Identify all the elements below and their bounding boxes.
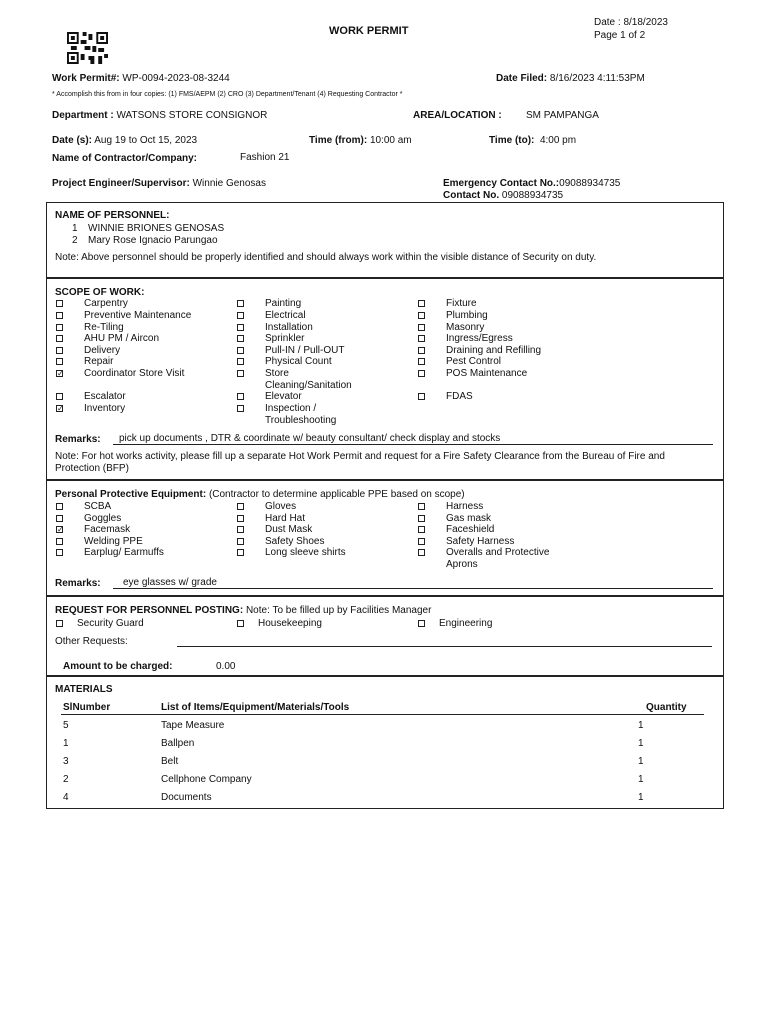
checkbox-label: Safety Shoes — [265, 536, 325, 547]
checkbox[interactable] — [418, 393, 425, 400]
checkbox-label: Dust Mask — [265, 524, 313, 535]
material-quantity: 1 — [638, 756, 644, 767]
material-number: 2 — [63, 774, 69, 785]
checkbox-label: Hard Hat — [265, 513, 306, 524]
scope-heading: SCOPE OF WORK: — [55, 287, 145, 298]
checkbox-label: Delivery — [84, 345, 121, 356]
checkbox[interactable] — [56, 503, 63, 510]
checkbox[interactable] — [418, 620, 425, 627]
checkbox[interactable] — [56, 347, 63, 354]
time-from: Time (from): 10:00 am — [309, 135, 412, 146]
checkbox[interactable] — [418, 347, 425, 354]
checkbox-label: AHU PM / Aircon — [84, 333, 160, 344]
checkbox[interactable] — [237, 347, 244, 354]
checkbox-label: Carpentry — [84, 298, 128, 309]
project-engineer: Project Engineer/Supervisor: Winnie Genosas — [52, 178, 266, 189]
page-title: WORK PERMIT — [329, 25, 409, 37]
checkbox-label: Escalator — [84, 391, 126, 402]
checkbox-label: Pull-IN / Pull-OUT — [265, 345, 345, 356]
time-to: Time (to): 4:00 pm — [489, 135, 577, 146]
checkbox[interactable] — [56, 620, 63, 627]
amount-value: 0.00 — [216, 661, 236, 672]
personnel-number: 2 — [72, 235, 78, 246]
contractor-value: Fashion 21 — [240, 152, 290, 163]
checkbox-label: Safety Harness — [446, 536, 515, 547]
checkbox[interactable] — [418, 358, 425, 365]
copies-note: * Accomplish this from in four copies: (1) FMS/AEPM (2) CRO (3) Department/Tenant (4) Requesting Contractor * — [52, 91, 403, 98]
checkbox[interactable] — [237, 393, 244, 400]
checkbox[interactable]: ✓ — [57, 369, 64, 378]
checkbox[interactable] — [418, 549, 425, 556]
ppe-remarks-label: Remarks: — [55, 578, 101, 589]
checkbox-label: SCBA — [84, 501, 112, 512]
materials-header-line — [61, 714, 704, 715]
personnel-name: Mary Rose Ignacio Parungao — [88, 235, 218, 246]
amount-label: Amount to be charged: — [63, 661, 173, 672]
posting-section — [46, 596, 724, 676]
material-item: Tape Measure — [161, 720, 225, 731]
materials-col-quantity: Quantity — [646, 702, 687, 713]
posting-option-label: Engineering — [439, 618, 493, 629]
checkbox-label: Elevator — [265, 391, 302, 402]
material-quantity: 1 — [638, 792, 644, 803]
material-number: 4 — [63, 792, 69, 803]
checkbox[interactable] — [237, 620, 244, 627]
date-filed: Date Filed: 8/16/2023 4:11:53PM — [496, 73, 645, 84]
material-quantity: 1 — [638, 774, 644, 785]
checkbox[interactable] — [237, 503, 244, 510]
posting-heading: REQUEST FOR PERSONNEL POSTING: Note: To be filled up by Facilities Manager — [55, 605, 432, 616]
checkbox[interactable] — [56, 324, 63, 331]
checkbox[interactable] — [418, 300, 425, 307]
scope-remarks-line — [113, 444, 713, 445]
checkbox-label: Installation — [265, 322, 313, 333]
checkbox-label: Gloves — [265, 501, 297, 512]
checkbox-label: Repair — [84, 356, 114, 367]
checkbox-label: Goggles — [84, 513, 122, 524]
checkbox[interactable]: ✓ — [57, 525, 64, 534]
checkbox[interactable] — [237, 515, 244, 522]
materials-heading: MATERIALS — [55, 684, 113, 695]
checkbox-label: Long sleeve shirts — [265, 547, 346, 558]
print-date: Date : 8/18/2023 — [594, 17, 668, 28]
checkbox-label: POS Maintenance — [446, 368, 528, 379]
checkbox[interactable] — [418, 503, 425, 510]
department: Department : WATSONS STORE CONSIGNOR — [52, 110, 268, 121]
scope-remarks-value: pick up documents , DTR & coordinate w/ beauty consultant/ check display and stocks — [119, 433, 501, 444]
checkbox-label: Welding PPE — [84, 536, 143, 547]
scope-section — [46, 278, 724, 480]
checkbox[interactable] — [418, 538, 425, 545]
checkbox[interactable] — [418, 526, 425, 533]
personnel-name: WINNIE BRIONES GENOSAS — [88, 223, 225, 234]
checkbox[interactable] — [237, 300, 244, 307]
area-label: AREA/LOCATION : — [413, 110, 502, 121]
material-number: 1 — [63, 738, 69, 749]
ppe-remarks-value: eye glasses w/ grade — [123, 577, 217, 588]
scope-remarks-label: Remarks: — [55, 434, 101, 445]
contact-number: Contact No. 09088934735 — [443, 190, 564, 201]
qr-code-icon — [67, 32, 108, 64]
contractor-label: Name of Contractor/Company: — [52, 153, 198, 164]
checkbox[interactable] — [237, 526, 244, 533]
material-item: Ballpen — [161, 738, 195, 749]
area-value: SM PAMPANGA — [526, 110, 599, 121]
checkbox[interactable] — [56, 538, 63, 545]
other-requests-label: Other Requests: — [55, 636, 128, 647]
material-item: Documents — [161, 792, 212, 803]
ppe-remarks-line — [113, 588, 713, 589]
material-item: Belt — [161, 756, 179, 767]
checkbox[interactable] — [56, 300, 63, 307]
checkbox-label: Faceshield — [446, 524, 495, 535]
checkbox-label: Inventory — [84, 403, 126, 414]
checkbox[interactable] — [56, 549, 63, 556]
checkbox[interactable] — [237, 324, 244, 331]
checkbox-label: Inspection / Troubleshooting — [265, 403, 337, 426]
checkbox[interactable] — [237, 549, 244, 556]
checkbox[interactable] — [56, 312, 63, 319]
checkbox-label: Masonry — [446, 322, 485, 333]
checkbox-label: Draining and Refilling — [446, 345, 542, 356]
permit-number: Work Permit#: WP-0094-2023-08-3244 — [52, 73, 230, 84]
checkbox[interactable] — [56, 515, 63, 522]
checkbox-label: Plumbing — [446, 310, 488, 321]
materials-col-item: List of Items/Equipment/Materials/Tools — [161, 702, 350, 713]
checkbox-label: Coordinator Store Visit — [84, 368, 185, 379]
material-quantity: 1 — [638, 720, 644, 731]
material-quantity: 1 — [638, 738, 644, 749]
material-number: 3 — [63, 756, 69, 767]
ppe-heading: Personal Protective Equipment: (Contractor to determine applicable PPE based on scope) — [55, 489, 465, 500]
emergency-contact: Emergency Contact No.:09088934735 — [443, 178, 621, 189]
material-number: 5 — [63, 720, 69, 731]
checkbox[interactable] — [237, 358, 244, 365]
personnel-section — [46, 202, 724, 278]
checkbox[interactable] — [56, 335, 63, 342]
checkbox-label: Sprinkler — [265, 333, 305, 344]
checkbox-label: Physical Count — [265, 356, 332, 367]
checkbox-label: Re-Tiling — [84, 322, 124, 333]
checkbox-label: Overalls and Protective Aprons — [446, 547, 550, 570]
other-requests-line — [177, 646, 712, 647]
checkbox-label: Fixture — [446, 298, 477, 309]
checkbox[interactable] — [418, 324, 425, 331]
checkbox-label: Painting — [265, 298, 302, 309]
checkbox-label: Store Cleaning/Sanitation — [265, 368, 352, 391]
personnel-note: Note: Above personnel should be properly identified and should always work within the visible distance of Security on duty. — [55, 252, 597, 263]
checkbox[interactable] — [237, 538, 244, 545]
materials-col-number: SlNumber — [63, 702, 111, 713]
checkbox[interactable] — [237, 335, 244, 342]
checkbox[interactable] — [237, 370, 244, 377]
checkbox-label: FDAS — [446, 391, 473, 402]
checkbox-label: Ingress/Egress — [446, 333, 513, 344]
checkbox-label: Preventive Maintenance — [84, 310, 192, 321]
checkbox-label: Pest Control — [446, 356, 502, 367]
checkbox-label: Harness — [446, 501, 484, 512]
personnel-number: 1 — [72, 223, 78, 234]
personnel-heading: NAME OF PERSONNEL: — [55, 210, 170, 221]
checkbox[interactable] — [56, 393, 63, 400]
checkbox-label: Facemask — [84, 524, 131, 535]
work-dates: Date (s): Aug 19 to Oct 15, 2023 — [52, 135, 198, 146]
checkbox[interactable]: ✓ — [57, 404, 64, 413]
checkbox[interactable] — [418, 335, 425, 342]
checkbox[interactable] — [418, 312, 425, 319]
ppe-section — [46, 480, 724, 596]
posting-option-label: Housekeeping — [258, 618, 322, 629]
hot-works-note: Note: For hot works activity, please fill up a separate Hot Work Permit and request for a Fire Safety Clearance from the Bureau of Fire and Protection (BFP) — [55, 451, 665, 474]
checkbox-label: Electrical — [265, 310, 306, 321]
checkbox-label: Gas mask — [446, 513, 492, 524]
checkbox[interactable] — [237, 405, 244, 412]
checkbox[interactable] — [237, 312, 244, 319]
material-item: Cellphone Company — [161, 774, 252, 785]
checkbox-label: Earplug/ Earmuffs — [84, 547, 164, 558]
posting-option-label: Security Guard — [77, 618, 144, 629]
checkbox[interactable] — [418, 515, 425, 522]
checkbox[interactable] — [56, 358, 63, 365]
materials-section — [46, 676, 724, 809]
page-indicator: Page 1 of 2 — [594, 30, 646, 41]
checkbox[interactable] — [418, 370, 425, 377]
